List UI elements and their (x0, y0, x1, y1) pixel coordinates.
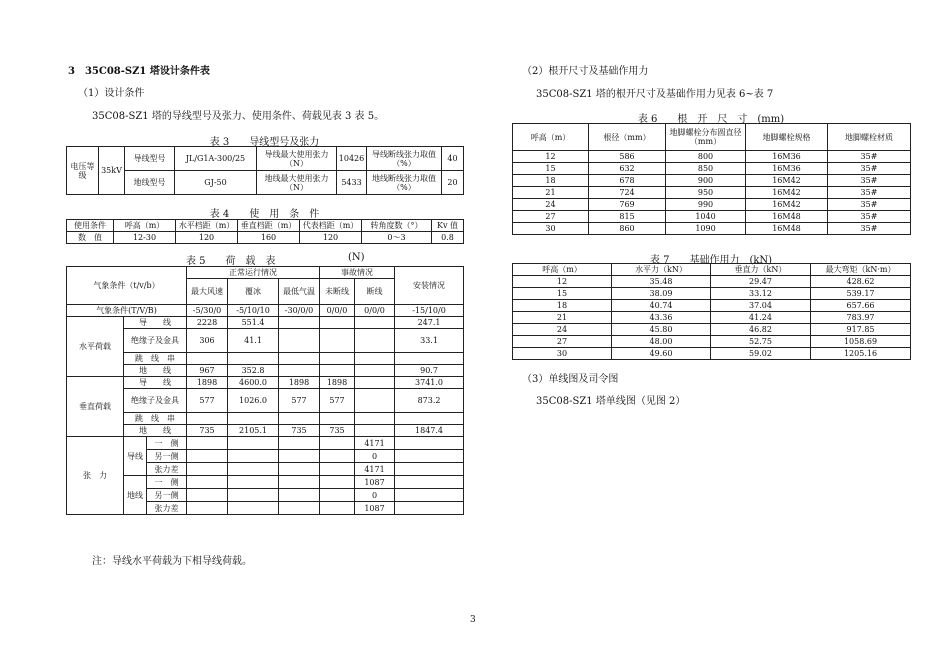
table6-cell: 16M36 (746, 151, 828, 163)
table5-row-label: 跳 线 串 (124, 353, 187, 365)
ground-type-label: 地线型号 (125, 171, 175, 195)
table5-row (67, 317, 464, 329)
table5-cell: 2105.1 (228, 425, 279, 437)
table5-cell: 1087 (355, 502, 395, 515)
table7-cell: 45.80 (612, 324, 711, 336)
table5-row-label: 另一侧 (147, 489, 187, 502)
table7 (512, 263, 911, 360)
table6-cell: 850 (666, 163, 746, 175)
conductor-type-label: 导线型号 (125, 147, 175, 171)
table5-cell (228, 450, 279, 463)
table4 (66, 219, 464, 244)
table5-cell: 0 (355, 489, 395, 502)
table4-header-row (67, 220, 464, 232)
table5-cell (187, 413, 228, 425)
table6-cell: 16M36 (746, 163, 828, 175)
table6-header-row (513, 124, 911, 151)
table5-cell: 0/0/0 (355, 305, 395, 317)
table7-cell: 52.75 (711, 336, 811, 348)
table5-row (67, 377, 464, 389)
table7-cell: 15 (513, 288, 612, 300)
table7-cell: 18 (513, 300, 612, 312)
table6-cell: 24 (513, 199, 589, 211)
table5-row (67, 437, 464, 450)
ground-break-label: 地线断线张力取值（%） (367, 171, 442, 195)
foundation-intro: 35C08-SZ1 塔的根开尺寸及基础作用力见表 6~表 7 (536, 89, 774, 100)
table6-cell: 16M42 (746, 175, 828, 187)
table5-cell (320, 489, 355, 502)
table6-cell: 35# (828, 199, 911, 211)
table7-cell: 49.60 (612, 348, 711, 360)
table5-row (67, 353, 464, 365)
table6-cell: 15 (513, 163, 589, 175)
table6-row (513, 199, 911, 211)
table5-install-header: 安装情况 (395, 267, 464, 305)
table5-cell (279, 502, 320, 515)
table5-cell: 0/0/0 (320, 305, 355, 317)
table5-cell: 41.1 (228, 329, 279, 353)
table6-cell: 35# (828, 187, 911, 199)
table6-cell: 16M42 (746, 187, 828, 199)
single-line-intro: 35C08-SZ1 塔单线图（见图 2） (536, 396, 686, 407)
table5-subheader: 未断线 (320, 279, 355, 305)
table5-row-label: 张力差 (147, 502, 187, 515)
table5-cell (355, 353, 395, 365)
table5-cell (279, 329, 320, 353)
table5-cell: 1898 (187, 377, 228, 389)
table4-header: 代表档距（m） (300, 220, 362, 232)
table5-cell: 735 (279, 425, 320, 437)
tension-group-ground: 地线 (124, 476, 147, 515)
table5-cell (355, 389, 395, 413)
table5-row-label: 张力差 (147, 463, 187, 476)
table4-cell: 数 值 (67, 232, 114, 244)
table5-cell: 1087 (355, 476, 395, 489)
table5-row-label: 一 侧 (147, 437, 187, 450)
table4-header: Kv 值 (432, 220, 464, 232)
table5-cell (395, 463, 464, 476)
table7-header: 垂直力（kN） (711, 264, 811, 276)
table5-row-label: 一 侧 (147, 476, 187, 489)
table6-cell: 800 (666, 151, 746, 163)
table5-row (67, 425, 464, 437)
table6-row (513, 175, 911, 187)
table5-cell (279, 437, 320, 450)
table5-cell (395, 502, 464, 515)
table4-cell: 12-30 (114, 232, 176, 244)
table5-cell (187, 489, 228, 502)
table5-row (67, 365, 464, 377)
table5-cell: 577 (320, 389, 355, 413)
table6-cell: 18 (513, 175, 589, 187)
table5-subheader: 断线 (355, 279, 395, 305)
table5-cell (320, 413, 355, 425)
table5-cell (187, 450, 228, 463)
table5-cell (355, 377, 395, 389)
tension-group-conductor: 导线 (124, 437, 147, 476)
table5-row (67, 389, 464, 413)
table5-row (67, 413, 464, 425)
table5-cell (279, 450, 320, 463)
table7-cell: 539.17 (811, 288, 911, 300)
table5-cell: 735 (320, 425, 355, 437)
voltage-value: 35kV (99, 147, 125, 195)
table7-row (513, 300, 911, 312)
table6-cell: 586 (589, 151, 666, 163)
table5-cell (355, 329, 395, 353)
table5-caption: 表 5 荷 载 表 (186, 256, 276, 267)
table5-cell (228, 502, 279, 515)
table7-cell: 41.24 (711, 312, 811, 324)
table7-cell: 783.97 (811, 312, 911, 324)
table7-cell: 657.66 (811, 300, 911, 312)
table7-cell: 33.12 (711, 288, 811, 300)
table7-row (513, 312, 911, 324)
table4-header: 呼高（m） (114, 220, 176, 232)
table5-row-label: 绝缘子及金具 (124, 389, 187, 413)
table6-cell: 632 (589, 163, 666, 175)
table5-cell (355, 413, 395, 425)
table7-cell: 38.09 (612, 288, 711, 300)
table7-header: 水平力（kN） (612, 264, 711, 276)
table6-cell: 678 (589, 175, 666, 187)
table6-cell: 12 (513, 151, 589, 163)
conductor-type-value: JL/G1A-300/25 (175, 147, 257, 171)
table7-row (513, 276, 911, 288)
table6-cell: 16M48 (746, 223, 828, 235)
table6-header: 地脚螺栓材质 (828, 124, 911, 151)
table5-row-label: 导 线 (124, 377, 187, 389)
table7-cell: 40.74 (612, 300, 711, 312)
conductor-tension-value: 10426 (337, 147, 367, 171)
table7-cell: 29.47 (711, 276, 811, 288)
table5-cell (228, 489, 279, 502)
table7-cell: 59.02 (711, 348, 811, 360)
table7-cell: 46.82 (711, 324, 811, 336)
table7-row (513, 288, 911, 300)
table7-cell: 428.62 (811, 276, 911, 288)
section-title: 3 35C08-SZ1 塔设计条件表 (68, 66, 210, 77)
ground-tension-value: 5433 (337, 171, 367, 195)
table7-cell: 43.36 (612, 312, 711, 324)
table5-cell (187, 463, 228, 476)
table6-cell: 35# (828, 175, 911, 187)
subsection-single-line: （3）单线图及司令图 (522, 374, 619, 385)
table5-cell (228, 413, 279, 425)
table5-cell: 90.7 (395, 365, 464, 377)
table5-cell: 247.1 (395, 317, 464, 329)
table5-cell: 2228 (187, 317, 228, 329)
table6-cell: 35# (828, 163, 911, 175)
table7-cell: 21 (513, 312, 612, 324)
table5-conditions-label: 气象条件(T/V/B) (67, 305, 187, 317)
table5-accident-header: 事故情况 (320, 267, 395, 279)
table6-header: 地脚螺栓规格 (746, 124, 828, 151)
table5-subheader: 覆冰 (228, 279, 279, 305)
table5-cell: 352.8 (228, 365, 279, 377)
table6-cell: 990 (666, 199, 746, 211)
table6-cell: 35# (828, 223, 911, 235)
subsection-foundation: （2）根开尺寸及基础作用力 (522, 66, 649, 77)
table5-cell (320, 450, 355, 463)
intro-paragraph: 35C08-SZ1 塔的导线型号及张力、使用条件、荷载见表 3 表 5。 (92, 111, 385, 122)
table5-cell: -15/10/0 (395, 305, 464, 317)
table5-cell (279, 353, 320, 365)
table7-cell: 48.00 (612, 336, 711, 348)
table5-cell: 873.2 (395, 389, 464, 413)
table6-cell: 16M42 (746, 199, 828, 211)
ground-type-value: GJ-50 (175, 171, 257, 195)
table4-header: 水平档距（m） (176, 220, 238, 232)
tension-label: 张 力 (67, 437, 124, 515)
table6-row (513, 151, 911, 163)
table5-row-label: 绝缘子及金具 (124, 329, 187, 353)
ground-tension-label: 地线最大使用张力（N） (257, 171, 337, 195)
table4-cell: 0～3 (362, 232, 432, 244)
table5-cell (187, 437, 228, 450)
table5-cell: -5/30/0 (187, 305, 228, 317)
table6-cell: 35# (828, 211, 911, 223)
table5-cell (320, 476, 355, 489)
vertical-load-label: 垂直荷载 (67, 377, 124, 437)
table4-caption: 表 4 使 用 条 件 (209, 209, 320, 220)
table5-cell: 577 (187, 389, 228, 413)
conductor-break-label: 导线断线张力取值（%） (367, 147, 442, 171)
table5-cell: 1898 (320, 377, 355, 389)
table5-cell: -5/10/10 (228, 305, 279, 317)
table5-conditions-header: 气象条件（t/v/b） (67, 267, 187, 305)
table5-row (67, 476, 464, 489)
table5-cell: 4600.0 (228, 377, 279, 389)
table5-cell: 4171 (355, 463, 395, 476)
table5-cell (187, 476, 228, 489)
table6-cell: 16M48 (746, 211, 828, 223)
table5-cell (320, 317, 355, 329)
table7-header: 最大弯矩（kN·m） (811, 264, 911, 276)
table7-cell: 917.85 (811, 324, 911, 336)
table5-row-label: 地 线 (124, 425, 187, 437)
table5-cell (320, 353, 355, 365)
table5-cell: 306 (187, 329, 228, 353)
subsection-design-conditions: （1）设计条件 (78, 88, 145, 99)
table3 (66, 146, 464, 195)
table4-cell: 0.8 (432, 232, 464, 244)
table6-cell: 1090 (666, 223, 746, 235)
table6-header: 呼高（m） (513, 124, 589, 151)
table6-row (513, 223, 911, 235)
table6-cell: 35# (828, 151, 911, 163)
table5-cell: 3741.0 (395, 377, 464, 389)
table5-subheader: 最低气温 (279, 279, 320, 305)
table-note: 注：导线水平荷载为下相导线荷载。 (92, 556, 252, 567)
table5-conditions-row (67, 305, 464, 317)
table4-header: 垂直档距（m） (238, 220, 300, 232)
table7-cell: 27 (513, 336, 612, 348)
table7-row (513, 348, 911, 360)
table7-cell: 1058.69 (811, 336, 911, 348)
table7-row (513, 336, 911, 348)
table6-header: 地脚螺栓分布圆直径（mm） (666, 124, 746, 151)
table5-cell (355, 365, 395, 377)
table6-caption: 表 6 根 开 尺 寸 (mm) (637, 114, 785, 125)
table6-body (513, 151, 911, 235)
table7-caption: 表 7 基础作用力 (kN) (649, 255, 773, 266)
table6-row (513, 187, 911, 199)
table5-cell (355, 425, 395, 437)
table5-unit: (N) (348, 252, 365, 263)
table7-header: 呼高（m） (513, 264, 612, 276)
table5-cell: 1847.4 (395, 425, 464, 437)
table5-cell (395, 413, 464, 425)
table5-cell: 735 (187, 425, 228, 437)
table6-cell: 1040 (666, 211, 746, 223)
table4-header: 转角度数（°） (362, 220, 432, 232)
table5-cell (320, 365, 355, 377)
table5-cell (395, 353, 464, 365)
table5 (66, 266, 464, 515)
table6-cell: 27 (513, 211, 589, 223)
table7-row (513, 324, 911, 336)
table5-cell (187, 353, 228, 365)
table5-row-label: 地 线 (124, 365, 187, 377)
table5-cell: 4171 (355, 437, 395, 450)
table5-cell (279, 317, 320, 329)
table5-cell (228, 353, 279, 365)
table5-cell (279, 365, 320, 377)
table5-cell (279, 413, 320, 425)
table5-cell: 1026.0 (228, 389, 279, 413)
table5-cell (279, 476, 320, 489)
table7-cell: 35.48 (612, 276, 711, 288)
table5-cell (395, 450, 464, 463)
table5-cell: 551.4 (228, 317, 279, 329)
table6-row (513, 163, 911, 175)
table5-cell: 0 (355, 450, 395, 463)
table6 (512, 123, 911, 235)
table5-cell (187, 502, 228, 515)
table5-cell (395, 476, 464, 489)
table5-cell (320, 329, 355, 353)
table5-cell (228, 437, 279, 450)
table5-cell (320, 502, 355, 515)
table5-normal-header: 正常运行情况 (187, 267, 320, 279)
table7-cell: 30 (513, 348, 612, 360)
table6-cell: 950 (666, 187, 746, 199)
table5-cell: 33.1 (395, 329, 464, 353)
table6-cell: 815 (589, 211, 666, 223)
page-number: 3 (470, 615, 476, 625)
table6-cell: 900 (666, 175, 746, 187)
table4-cell: 120 (300, 232, 362, 244)
conductor-tension-label: 导线最大使用张力（N） (257, 147, 337, 171)
table5-cell (320, 437, 355, 450)
table6-cell: 724 (589, 187, 666, 199)
table5-subheader: 最大风速 (187, 279, 228, 305)
table3-caption: 表 3 导线型号及张力 (209, 137, 320, 148)
table5-cell (228, 476, 279, 489)
table7-cell: 37.04 (711, 300, 811, 312)
ground-break-value: 20 (442, 171, 464, 195)
table5-row (67, 329, 464, 353)
table6-row (513, 211, 911, 223)
table7-cell: 24 (513, 324, 612, 336)
table5-row-label: 导 线 (124, 317, 187, 329)
table5-cell: -30/0/0 (279, 305, 320, 317)
table4-cell: 160 (238, 232, 300, 244)
table7-cell: 1205.16 (811, 348, 911, 360)
table6-cell: 769 (589, 199, 666, 211)
horizontal-load-label: 水平荷载 (67, 317, 124, 377)
table5-cell: 577 (279, 389, 320, 413)
table4-value-row (67, 232, 464, 244)
table7-cell: 12 (513, 276, 612, 288)
table5-cell (279, 489, 320, 502)
table6-cell: 30 (513, 223, 589, 235)
table6-cell: 860 (589, 223, 666, 235)
table5-row-label: 另一侧 (147, 450, 187, 463)
table5-cell (279, 463, 320, 476)
table4-cell: 120 (176, 232, 238, 244)
table7-header-row (513, 264, 911, 276)
table6-header: 根径（mm） (589, 124, 666, 151)
table5-cell: 1898 (279, 377, 320, 389)
table5-cell (395, 489, 464, 502)
table5-cell (395, 437, 464, 450)
voltage-label: 电压等级 (67, 147, 99, 195)
table7-body (513, 276, 911, 360)
table5-cell (320, 463, 355, 476)
table6-cell: 21 (513, 187, 589, 199)
table5-cell (228, 463, 279, 476)
table4-header: 使用条件 (67, 220, 114, 232)
table5-cell (355, 317, 395, 329)
conductor-break-value: 40 (442, 147, 464, 171)
table5-cell: 967 (187, 365, 228, 377)
table5-row-label: 跳 线 串 (124, 413, 187, 425)
